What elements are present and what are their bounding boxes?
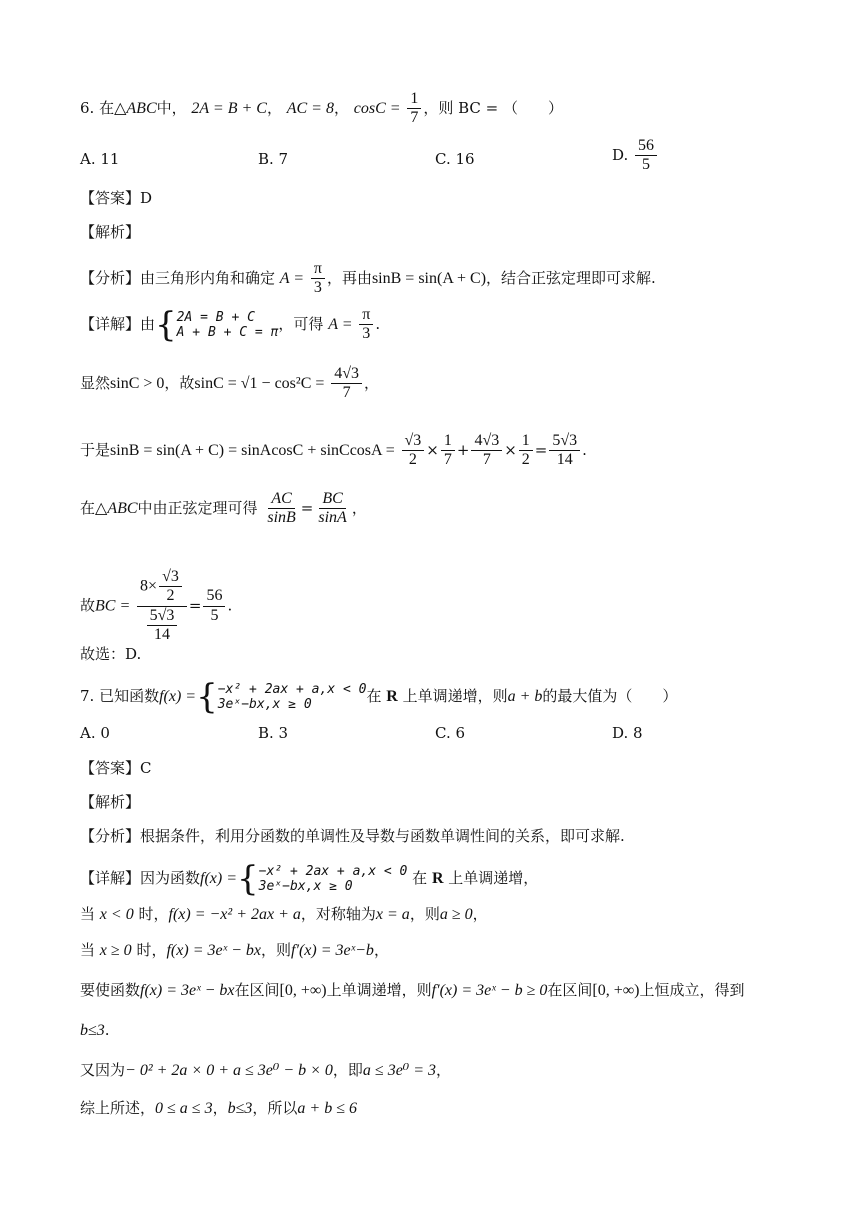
q7-option-c: C. 6 [435,724,466,742]
q7-stem-prefix: 7. 已知函数 [80,687,160,705]
q6-l3-triangle: △ABC [95,499,138,517]
q7-m2-cond: x ≥ 0 [99,942,132,959]
q7-m3-interval2: [0, +∞) [592,982,640,999]
system-line-1: 2A = B + C [176,309,255,325]
frac-den: 2 [166,587,175,605]
q6-fenxi-mid: ，再由 [326,268,372,287]
frac-num: π [359,306,373,325]
q6-l2-frac2 [441,432,455,470]
q6-l4-prefix: 故 [80,596,96,615]
q6-cond3-frac [407,90,421,128]
frac-num: 56 [203,587,225,606]
q7-answer: 【答案】C [80,759,152,777]
q6-option-c: C. 16 [435,150,475,168]
q7-m1-res: a ≥ 0 [439,906,473,923]
q7-m5-c: b≤3 [227,1100,253,1117]
q6-fenxi-suffix: ，结合正弦定理即可求解. [486,268,656,287]
q7-m2-b: ，则 [261,941,292,959]
frac-den: sinA [318,509,347,527]
piece-line-2: 3eˣ−bx,x ≥ 0 [217,697,312,712]
q7-detail-mid: 在 [412,869,428,887]
frac-num: 56 [635,137,657,156]
q7-m1-mid: 时， [138,905,169,923]
q6-option-d [612,137,659,175]
q6-stem-prefix: 6. 在 [80,98,115,117]
q6-l3-prefix: 在 [80,498,96,517]
q6-triangle: △ABC [114,99,157,117]
frac-num: 5√3 [147,607,178,626]
q7-m5-e: a + b ≤ 6 [297,1100,357,1117]
frac-den: 14 [153,626,170,644]
frac-den: 2 [521,451,530,469]
q7-m4-prefix: 又因为 [80,1061,126,1079]
q7-detail-fx: f(x) = [200,870,238,887]
q6-detail-end: . [375,314,381,333]
frac-num: 1 [441,432,455,451]
q7-m2 [80,940,389,961]
left-brace: { [155,304,177,345]
q7-m4-end: ， [436,1061,452,1079]
q7-m1-f: f(x) = −x² + 2ax + a [168,906,301,923]
frac-num: 4√3 [471,432,502,451]
q7-m2-end: ， [373,941,389,959]
q7-m3-b: 在区间 [234,981,280,999]
left-brace: { [237,859,259,899]
q7-detail-suffix: 上单调递增， [448,869,539,887]
q7-m1-axis: x = a [375,906,410,923]
complex-den [142,607,183,645]
frac-den: 14 [556,451,573,469]
q7-m3-derivative: f′(x) = 3eˣ − b ≥ 0 [431,982,548,999]
q7-m1-end: ， [472,905,488,923]
q6-choose: 故选：D. [80,645,142,663]
q6-fenxi-prefix: 【分析】由三角形内角和确定 [80,268,276,287]
q6-l4-complex-frac [137,568,187,645]
q6-stem: 6. 在△ABC中， 2A = B + C， AC = 8， cosC = $\frac{1}{7}$ ，则 BC = （ ） [80,90,563,127]
q6-l2-prefix: 于是 [80,440,111,459]
frac-den: 5 [642,156,651,174]
piece-line-1: −x² + 2ax + a,x < 0 [217,682,367,697]
complex-num [137,568,187,607]
q6-option-b: B. 7 [258,150,289,168]
system-line-2: A + B + C = π [176,324,279,340]
q7-fenxi: 【分析】根据条件，利用分函数的单调性及导数与函数单调性间的关系，即可求解. [80,827,625,845]
q6-analysis-label: 【解析】 [80,223,141,241]
complex-num-prefix: 8× [140,577,158,595]
q7-ab: a + b [507,688,543,705]
q6-l3-mid: 中由正弦定理可得 [137,498,258,517]
q6-detail-a: A = [328,315,353,333]
q7-m3-c: 上单调递增，则 [326,981,432,999]
q6-l1-c: sinC = √1 − cos²C = [194,374,325,392]
frac-num: 1 [407,90,421,109]
q7-m1-cond: x < 0 [99,906,134,923]
q7-detail-real-set: R [431,870,444,887]
q6-l1-frac [331,365,362,403]
q6-l1-prefix: 显然 [80,373,111,392]
q7-m2-derivative: f′(x) = 3eˣ−b [291,942,374,959]
q7-real-set: R [386,688,398,705]
q7-m5-d: ，所以 [252,1099,298,1117]
q6-detail-frac [359,306,373,344]
q6-line-sine-rule: 在△ABC中由正弦定理可得 $\frac{AC}{\sin B}$ = $\frac{BC}{\sin A}$ ， [80,490,367,527]
q6-option-d-label: D. [612,145,629,164]
q6-l1-end: ， [363,373,379,392]
q7-stem-end: 的最大值为（ ） [542,687,678,705]
frac-den: 7 [342,384,351,402]
frac-num: √3 [159,568,182,587]
q6-l3-end: ， [351,498,367,517]
frac-den: 7 [443,451,452,469]
q6-option-d-frac [635,137,657,175]
q6-l4-bc: BC = [95,597,131,615]
q7-m3-cont [80,1020,110,1041]
q7-m5-prefix: 综上所述， [80,1099,156,1117]
q7-option-b: B. 3 [258,724,289,742]
q7-stem-suffix: 上单调递增，则 [402,687,508,705]
q7-detail [80,859,539,899]
q6-l2-frac1 [402,432,425,470]
q7-piecewise [218,682,367,712]
q6-detail [80,306,380,344]
q6-detail-prefix: 【详解】由 [80,314,156,333]
q6-fenxi-frac [311,260,325,298]
q6-l2-expr: sinB = sin(A + C) = sinAcosC + sinCcosA = [110,441,395,459]
q7-m5-b: ， [212,1099,228,1117]
q6-l4-result-frac [203,587,225,625]
q7-m3 [80,980,744,1001]
q6-stem-mid: 中， [156,98,187,117]
q6-detail-system [177,310,279,340]
q7-m1 [80,904,488,925]
q6-l2-frac3 [471,432,502,470]
q6-line-sinc [80,365,379,403]
q7-detail-piecewise [259,864,408,894]
frac-den: sinB [267,509,296,527]
frac-num: 1 [519,432,533,451]
q7-m2-f: f(x) = 3eˣ − bx [166,942,261,959]
q7-m3-prefix: 要使函数 [80,981,141,999]
q6-cond1: 2A = B + C [191,99,267,117]
piece-line-2: 3eˣ−bx,x ≥ 0 [258,879,353,894]
q7-stem-mid: 在 [366,687,382,705]
frac-num: AC [268,490,294,509]
complex-num-frac [159,568,182,606]
frac-den: 3 [362,325,371,343]
q7-m2-prefix: 当 [80,941,96,959]
q7-m3-interval: [0, +∞) [279,982,327,999]
q7-analysis-label: 【解析】 [80,793,141,811]
q6-l1-a: sinC > 0 [110,374,165,392]
frac-den: 5 [210,606,219,624]
q6-fenxi-sinb: sinB = sin(A + C) [371,269,487,287]
q7-detail-prefix: 【详解】因为函数 [80,869,201,887]
q7-stem [80,677,678,717]
q7-option-a: A. 0 [80,724,110,742]
complex-den-frac [147,607,178,645]
frac-num: 4√3 [331,365,362,384]
q7-m2-mid: 时， [136,941,167,959]
q7-m4-res: a ≤ 3e⁰ = 3 [362,1062,436,1079]
q7-m3-e: 在区间 [547,981,593,999]
q6-l4-end: . [227,596,233,615]
q7-fx: f(x) = [159,688,197,705]
frac-den: 7 [410,109,419,127]
q6-option-a: A. 11 [80,150,120,168]
q7-m4-b: ，即 [332,1061,363,1079]
q7-m4 [80,1060,451,1081]
q6-cond2: AC = 8 [286,99,334,117]
q7-m1-c: ，则 [409,905,440,923]
q7-m5 [80,1098,357,1119]
q6-cond3-left: cosC = [353,99,401,117]
q7-m5-a: 0 ≤ a ≤ 3 [155,1100,213,1117]
q6-l2-frac4 [519,432,533,470]
q7-m3-cont-end: . [104,1021,110,1039]
q6-fenxi [80,260,656,298]
q6-l3-frac1 [264,490,298,528]
left-brace: { [196,677,218,717]
q7-m4-expr: − 0² + 2a × 0 + a ≤ 3e⁰ − b × 0 [125,1062,333,1079]
q7-m1-b: ，对称轴为 [300,905,376,923]
q6-line-sinb: 于是sinB = sin(A + C) = sinAcosC + sinCcosA = $\frac{√3}{2}$ × $\frac{1}{7}$ + $\frac{4√3}{7}$ × $\frac{1}{2}$ = $\frac{5√3}{14}$ . [80,432,587,469]
q6-l3-frac2 [315,490,349,528]
q7-m3-f2: 上恒成立，得到 [639,981,745,999]
frac-num: π [311,260,325,279]
q6-answer: 【答案】D [80,189,153,207]
frac-num: 5√3 [549,432,580,451]
frac-num: √3 [402,432,425,451]
frac-den: 3 [313,279,322,297]
q6-ask: ，则 BC = （ ） [423,98,563,117]
q6-l2-frac5 [549,432,580,470]
q6-l1-b: ，故 [164,373,195,392]
q6-detail-mid: ，可得 [278,314,324,333]
q6-line-bc: 故BC = 8× $\frac{√3}{2}$ $\frac{5√3}{14}$ = $\frac{56}{5}$ . [80,568,233,644]
piece-line-1: −x² + 2ax + a,x < 0 [258,864,408,879]
frac-num: BC [319,490,345,509]
q7-option-d: D. 8 [612,724,643,742]
q7-m3-f: f(x) = 3eˣ − bx [140,982,235,999]
q7-m1-prefix: 当 [80,905,96,923]
q6-fenxi-a: A = [279,269,305,287]
frac-den: 7 [482,451,491,469]
frac-den: 2 [408,451,417,469]
q7-m3-cont-expr: b≤3 [80,1022,105,1039]
